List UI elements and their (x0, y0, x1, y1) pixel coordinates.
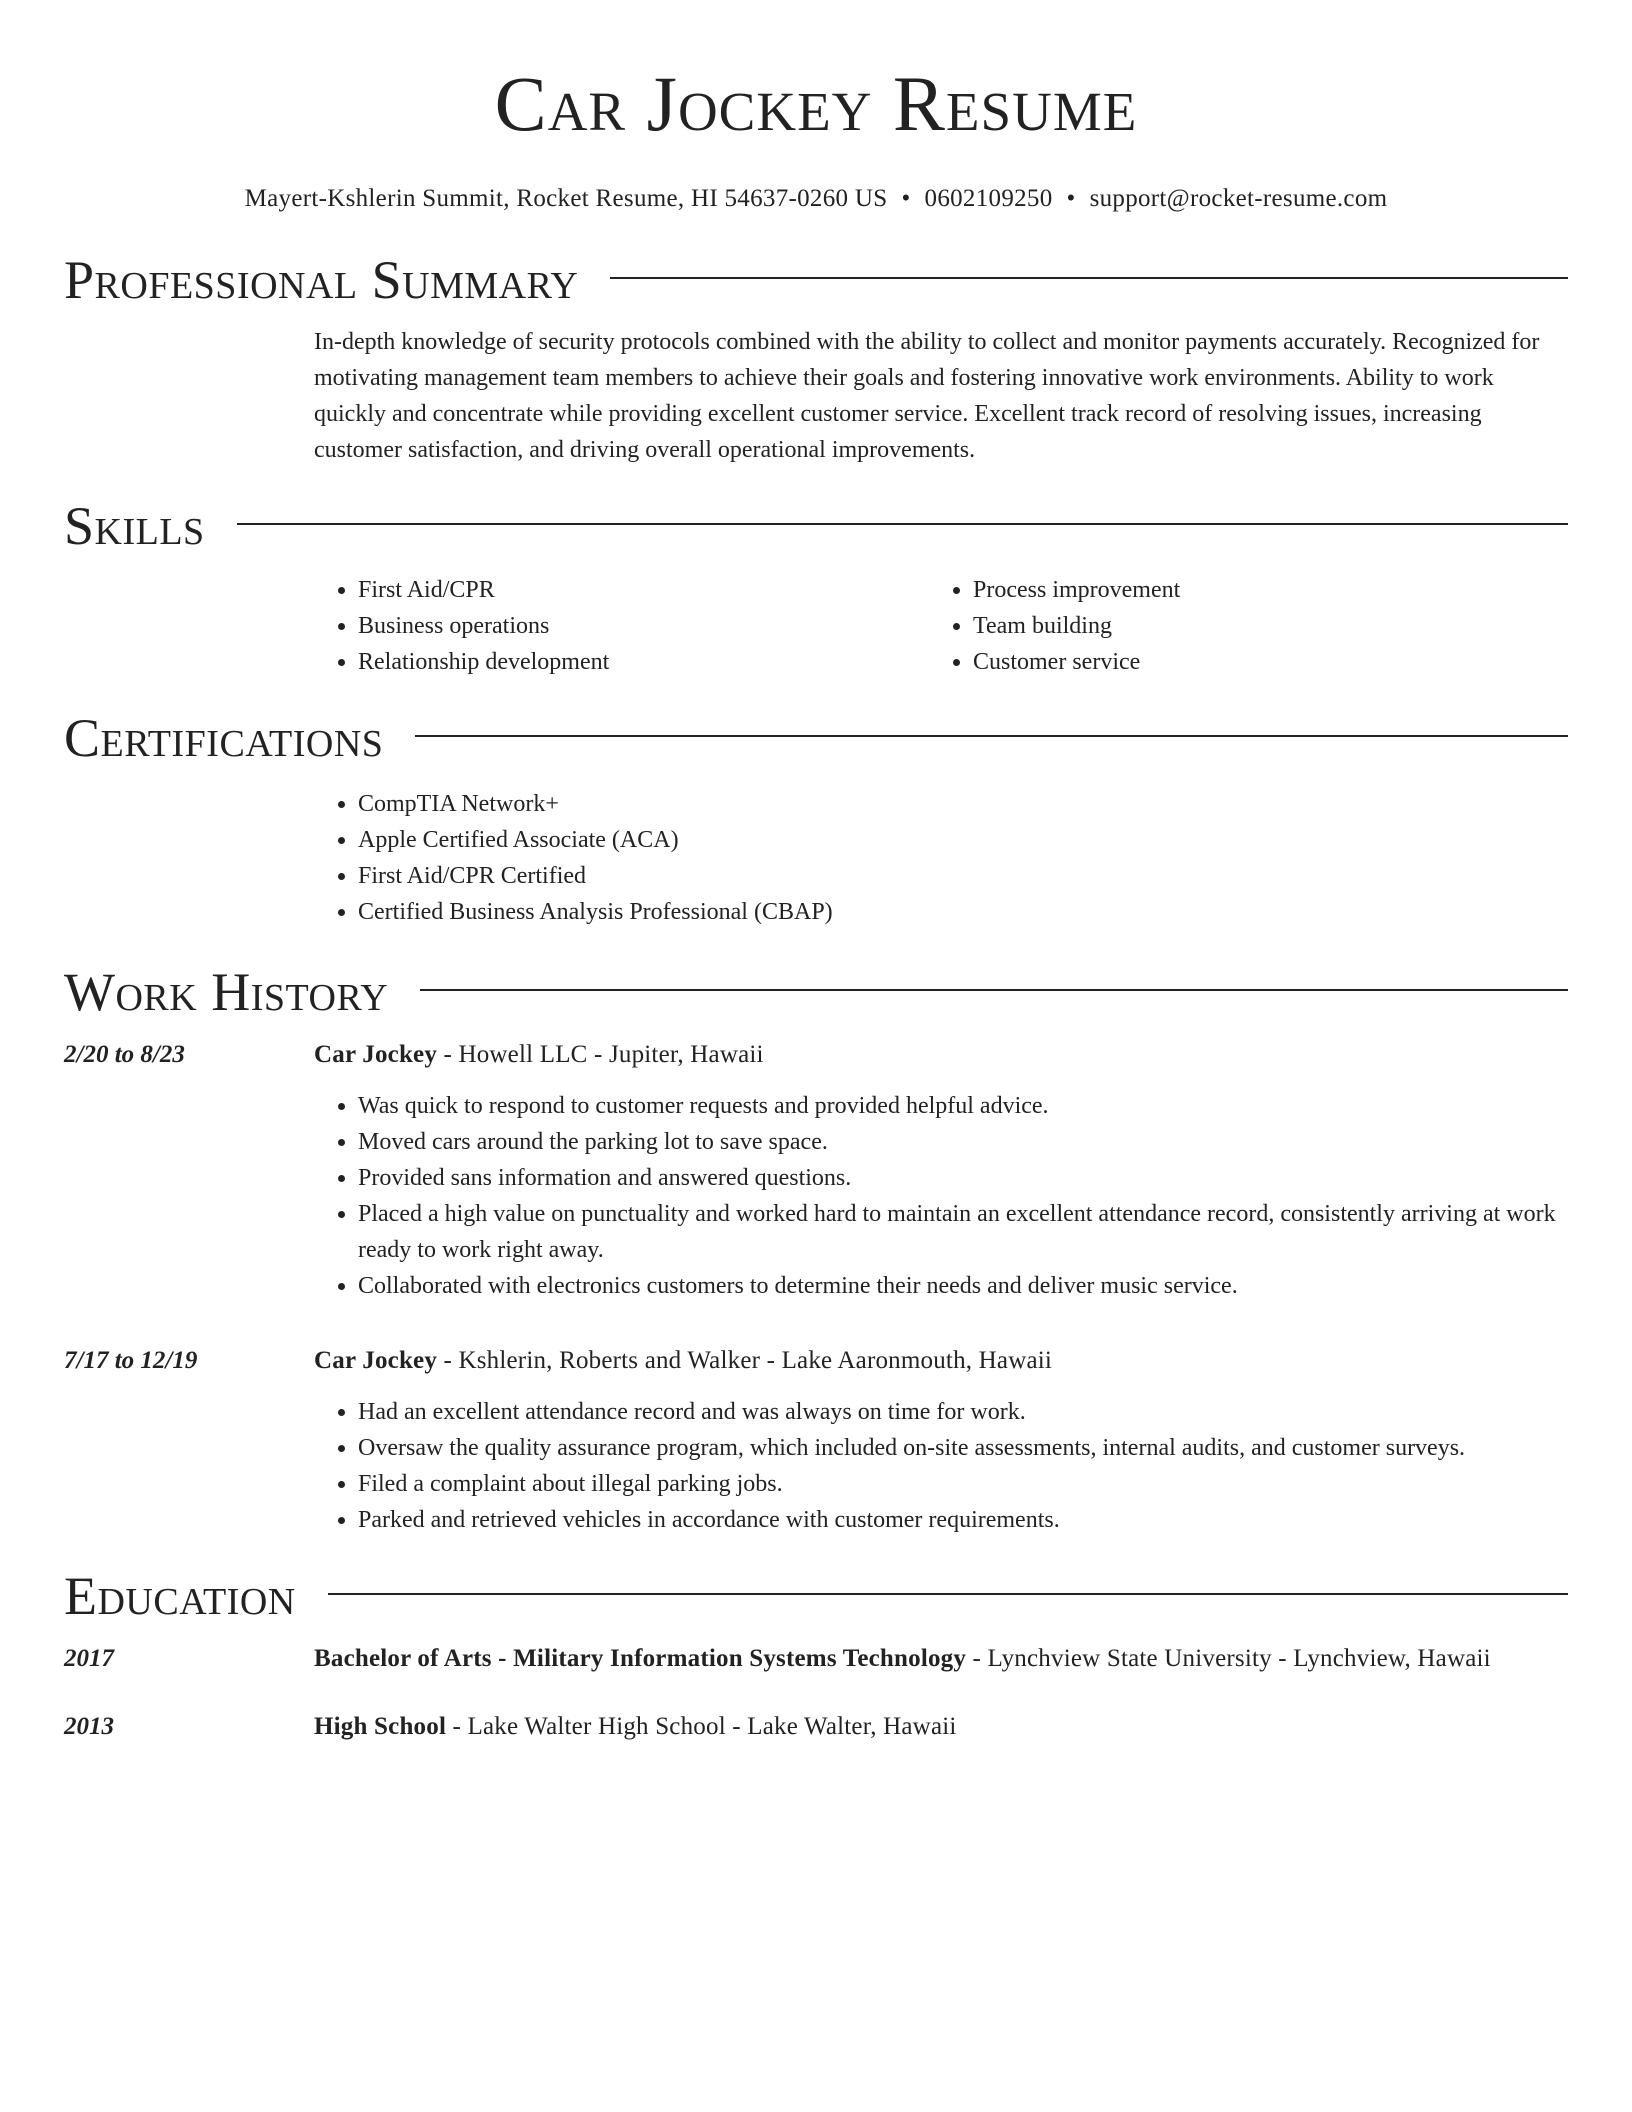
certifications-heading: Certifications (64, 708, 384, 768)
contact-separator: • (1066, 185, 1076, 212)
job-title: Car Jockey (314, 1041, 438, 1068)
job-employer: - Howell LLC - Jupiter, Hawaii (437, 1041, 764, 1068)
skill-item: • Customer service (973, 644, 1544, 680)
section-divider (420, 989, 1568, 991)
certifications-list (314, 786, 1568, 930)
summary-section (64, 248, 1568, 468)
resume-title: Car Jockey Resume (494, 60, 1138, 147)
section-header (64, 1564, 1568, 1628)
contact-address: Mayert-Kshlerin Summit, Rocket Resume, HI 54637-0260 US (244, 185, 888, 212)
resume-page (64, 0, 1568, 1744)
section-header (64, 706, 1568, 770)
section-divider (237, 523, 1568, 525)
certification-item: • Apple Certified Associate (ACA) (358, 822, 1568, 858)
contact-separator: • (901, 185, 911, 212)
work-bullets (314, 1394, 1568, 1538)
work-entry-header (64, 1038, 1568, 1072)
certifications-section (64, 706, 1568, 930)
work-bullets (314, 1088, 1568, 1304)
education-entry-main (314, 1710, 1568, 1744)
education-degree: Bachelor of Arts - Military Information Systems Technology (314, 1645, 967, 1672)
certification-item: • CompTIA Network+ (358, 786, 1568, 822)
work-entry-header (64, 1344, 1568, 1378)
work-entry-main (314, 1038, 1568, 1072)
skill-item: • Relationship development (358, 644, 929, 680)
education-year: 2017 (64, 1645, 114, 1672)
work-dates: 2/20 to 8/23 (64, 1041, 185, 1068)
work-entry (64, 1344, 1568, 1538)
summary-text: In-depth knowledge of security protocols combined with the ability to collect and monitor payments accurately. Recognized for motivating management team members to achieve their goals and fostering innovative work environments. Ability to work quickly and concentrate while providing excellent customer service. Excellent track record of resolving issues, increasing customer satisfaction, and driving overall operational improvements. (314, 329, 1540, 463)
work-dates: 7/17 to 12/19 (64, 1347, 198, 1374)
work-bullet: • Collaborated with electronics customers to determine their needs and deliver music service. (358, 1268, 1568, 1304)
work-title-line (314, 1344, 1568, 1378)
job-title: Car Jockey (314, 1347, 438, 1374)
job-employer: - Kshlerin, Roberts and Walker - Lake Aaronmouth, Hawaii (437, 1347, 1053, 1374)
contact-email[interactable]: support@rocket-resume.com (1089, 185, 1388, 212)
section-header (64, 494, 1568, 558)
education-entry-row (64, 1642, 1568, 1676)
certification-item: • Certified Business Analysis Professional (CBAP) (358, 894, 1568, 930)
section-header (64, 248, 1568, 312)
education-degree: High School (314, 1713, 447, 1740)
skill-item: • First Aid/CPR (358, 572, 929, 608)
work-bullet: • Filed a complaint about illegal parking jobs. (358, 1466, 1568, 1502)
certifications-bullets (314, 786, 1568, 930)
contact-line (64, 184, 1568, 214)
education-line (314, 1642, 1568, 1676)
contact-phone: 0602109250 (924, 185, 1053, 212)
skill-item: • Process improvement (973, 572, 1544, 608)
education-school: - Lake Walter High School - Lake Walter, Hawaii (446, 1713, 957, 1740)
skills-section (64, 494, 1568, 680)
work-bullet: • Placed a high value on punctuality and worked hard to maintain an excellent attendance record, consistently arriving at work ready to work right away. (358, 1196, 1568, 1268)
education-entry (64, 1642, 1568, 1676)
summary-heading: Professional Summary (64, 250, 579, 310)
education-entry-row (64, 1710, 1568, 1744)
skill-item: • Business operations (358, 608, 929, 644)
work-bullet: • Provided sans information and answered questions. (358, 1160, 1568, 1196)
skills-heading: Skills (64, 496, 205, 556)
education-entry (64, 1710, 1568, 1744)
skill-item: • Team building (973, 608, 1544, 644)
section-divider (610, 277, 1568, 279)
education-heading: Education (64, 1566, 296, 1626)
work-bullet: • Oversaw the quality assurance program, which included on-site assessments, internal audits, and customer surveys. (358, 1430, 1568, 1466)
education-section (64, 1564, 1568, 1744)
work-bullet: • Had an excellent attendance record and was always on time for work. (358, 1394, 1568, 1430)
section-divider (415, 735, 1568, 737)
skills-list-right (929, 572, 1544, 680)
education-line (314, 1710, 1568, 1744)
section-header (64, 960, 1568, 1024)
work-entry-main (314, 1344, 1568, 1378)
skills-list-left (314, 572, 929, 680)
education-school: - Lynchview State University - Lynchview, Hawaii (966, 1645, 1491, 1672)
education-entry-main (314, 1642, 1568, 1676)
skills-grid (314, 572, 1568, 680)
work-bullet: • Moved cars around the parking lot to save space. (358, 1124, 1568, 1160)
section-divider (328, 1593, 1568, 1595)
education-year: 2013 (64, 1713, 114, 1740)
certification-item: • First Aid/CPR Certified (358, 858, 1568, 894)
work-title-line (314, 1038, 1568, 1072)
work-history-section (64, 960, 1568, 1538)
work-history-heading: Work History (64, 962, 389, 1022)
work-entry (64, 1038, 1568, 1304)
work-bullet: • Was quick to respond to customer requests and provided helpful advice. (358, 1088, 1568, 1124)
work-bullet: • Parked and retrieved vehicles in accordance with customer requirements. (358, 1502, 1568, 1538)
